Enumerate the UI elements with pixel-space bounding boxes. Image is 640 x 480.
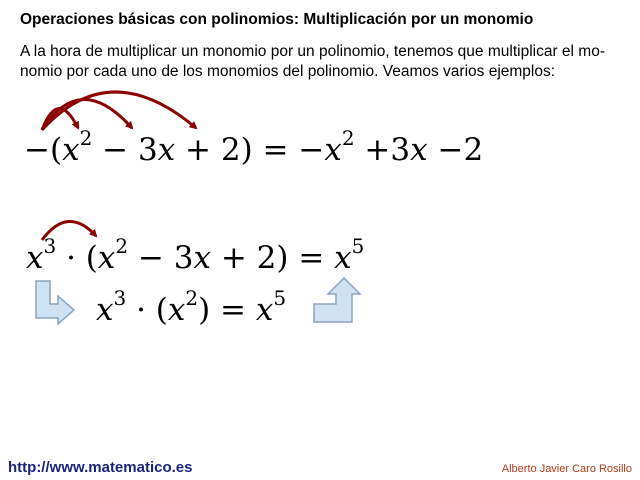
ex2d-exp2: 2 [185, 285, 199, 310]
block-arrow-down-right [36, 281, 74, 324]
ex2-rhs-exp: 5 [351, 233, 365, 258]
ex1-x: x [62, 132, 80, 168]
ex1-mid: − 3 [92, 132, 158, 168]
ex1-equals: = [252, 132, 299, 168]
ex2d-rhs-exp: 5 [273, 285, 287, 310]
ex2d-end: ) [198, 292, 211, 328]
ex2d-xb: x [167, 292, 186, 328]
intro-line-1: A la hora de multiplicar un monomio por un polinomio, tenemos que multiplicar el mo- [20, 43, 605, 60]
intro-line-2: nomio por cada uno de los monomios del polinomio. Veamos varios ejemplos: [20, 63, 556, 80]
ex1-exp: 2 [79, 125, 93, 150]
footer-website-link[interactable]: http://www.matematico.es [8, 459, 193, 476]
ex2-rhs-x: x [334, 240, 352, 276]
ex1-x2: x [157, 132, 176, 168]
ex2-dot: · ( [56, 240, 98, 276]
page-title: Operaciones básicas con polinomios: Multiplicación por un monomio [20, 11, 534, 28]
ex2d-x: x [96, 292, 114, 328]
author-credit: Alberto Javier Caro Rosillo [501, 463, 632, 475]
ex2-x: x [26, 240, 44, 276]
ex1-rhs-term2: +3 [354, 132, 411, 168]
ex1-end: + 2) [175, 132, 253, 168]
ex1-rhs-sign: − [298, 132, 325, 168]
ex1-lhs-prefix: −( [24, 132, 63, 168]
ex2-xc: x [193, 240, 211, 276]
ex1-rhs-x2: x [410, 132, 428, 168]
example-2-equation [26, 233, 365, 276]
ex2d-exp3: 3 [113, 285, 127, 310]
curved-arrow-3 [42, 92, 196, 130]
ex1-rhs-exp: 2 [341, 125, 355, 150]
ex2-mid: − 3 [128, 240, 194, 276]
ex2-exp3: 3 [43, 233, 57, 258]
ex2-equals: = [288, 240, 335, 276]
block-arrow-right-up [314, 278, 360, 322]
example-2-detail-equation [96, 285, 287, 328]
ex2d-rhs-x: x [255, 292, 274, 328]
ex2d-equals: = [210, 292, 256, 328]
ex2d-dot: · ( [126, 292, 168, 328]
ex2-exp2: 2 [115, 233, 129, 258]
ex1-rhs-term3: −2 [427, 132, 484, 168]
ex2-xb: x [97, 240, 116, 276]
ex2-end: + 2) [210, 240, 289, 276]
ex1-rhs-x: x [324, 132, 342, 168]
example-1-equation [24, 125, 484, 168]
